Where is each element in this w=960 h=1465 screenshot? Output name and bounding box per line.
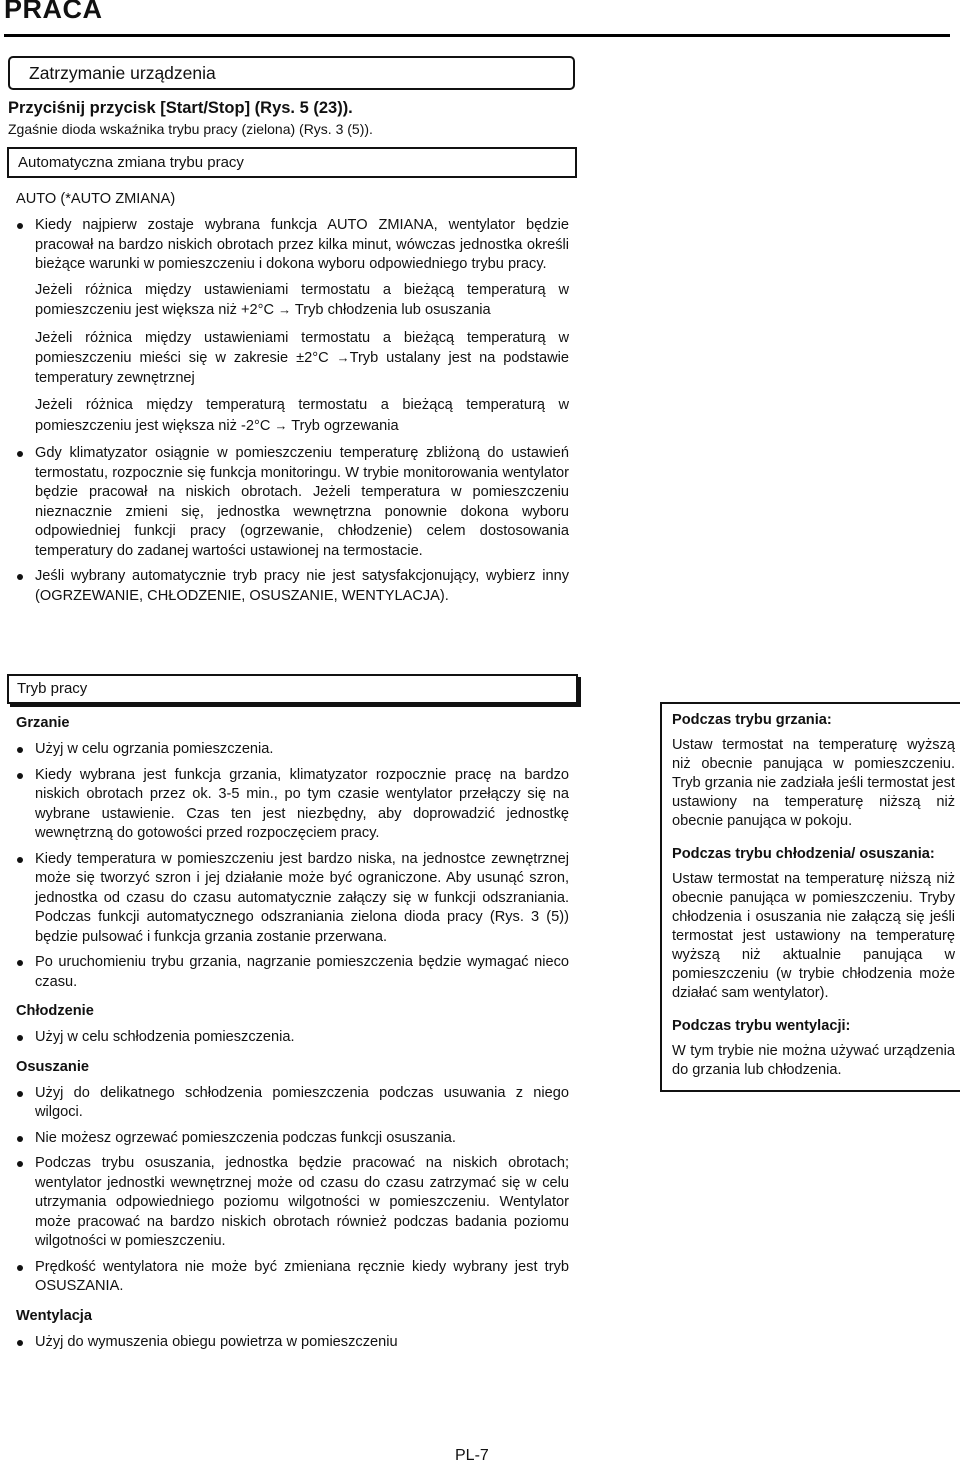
mode-section-title: Tryb pracy	[17, 680, 88, 697]
list-item: Użyj w celu schłodzenia pomieszczenia.	[14, 1028, 569, 1048]
heating-list	[14, 740, 569, 992]
drying-heading: Osuszanie	[16, 1058, 89, 1075]
arrow-icon: →	[274, 417, 288, 433]
title-rule	[4, 34, 950, 37]
stop-section-box	[8, 56, 575, 90]
page-number: PL-7	[455, 1447, 489, 1464]
arrow-icon: →	[278, 302, 292, 317]
tip-cooling-heading: Podczas trybu chłodzenia/ osuszania:	[672, 846, 935, 862]
tips-box	[660, 702, 960, 1092]
ventilation-heading: Wentylacja	[16, 1307, 92, 1324]
list-item: Kiedy temperatura w pomieszczeniu jest bardzo niska, na jednostce zewnętrznej może się tworzyć szron i jej działanie może być ograniczone. Aby usunąć szron, jednostka od czasu do czasu automatycznie załączy się w funkcji odszraniania. Podczas funkcji automatycznego odszraniania zielona dioda pracy (Rys. 3 (5)) będzie pulsować i funkcja grzania zostanie przerwana.	[14, 850, 569, 948]
auto-list-2	[14, 444, 569, 606]
cooling-list	[14, 1028, 569, 1048]
list-item: Jeśli wybrany automatycznie tryb pracy nie jest satysfakcjonujący, wybierz inny (OGRZEWANIE, CHŁODZENIE, OSUSZANIE, WENTYLACJA).	[14, 567, 569, 606]
list-item: Podczas trybu osuszania, jednostka będzie pracować na niskich obrotach; wentylator jednostki wewnętrznej może od czasu do czasu zatrzymać się w celu utrzymania odpowiedniego poziomu wilgotności w pomieszczeniu. Wentylator może pracować na bardzo niskich obrotach również podczas badania poziomu wilgotności w pomieszczeniu.	[14, 1154, 569, 1252]
list-item: Użyj do delikatnego schłodzenia pomieszczenia podczas usuwania z niego wilgoci.	[14, 1084, 569, 1123]
cooling-heading: Chłodzenie	[16, 1003, 94, 1019]
list-item: Użyj do wymuszenia obiegu powietrza w pomieszczeniu	[14, 1333, 569, 1353]
mode-section-box	[7, 674, 578, 704]
auto-condition-2: Jeżeli różnica między ustawieniami termostatu a bieżącą temperaturą w pomieszczeniu mieści się w zakresie ±2°C →Tryb ustalany jest na podstawie temperatury zewnętrznej	[35, 329, 569, 386]
tip-heating-text: Ustaw termostat na temperaturę wyższą niż obecnie panująca w pomieszczeniu. Tryb grzania nie zadziała jeśli termostat jest ustawiony na temperaturę niższą niż obecnie panująca w pokoju.	[672, 737, 955, 829]
tip-fan-heading: Podczas trybu wentylacji:	[672, 1018, 851, 1034]
list-item: Nie możesz ogrzewać pomieszczenia podczas funkcji osuszania.	[14, 1129, 569, 1149]
list-item: Użyj w celu ogrzania pomieszczenia.	[14, 740, 569, 760]
tip-cooling-text: Ustaw termostat na temperaturę niższą niż obecnie panująca w pomieszczeniu. Tryby chłodzenia i osuszania nie załączą się jeśli termostat jest ustawiony na temperaturę wyższą niż aktualnie panująca w pomieszczeniu (w trybie chłodzenia może działać sam wentylator).	[672, 871, 955, 1001]
tip-fan-text: W tym trybie nie można używać urządzenia do grzania lub chłodzenia.	[672, 1043, 955, 1078]
stop-instruction: Przyciśnij przycisk [Start/Stop] (Rys. 5 (23)).	[8, 99, 353, 117]
ventilation-list	[14, 1333, 569, 1353]
tip-heating-heading: Podczas trybu grzania:	[672, 712, 832, 728]
auto-section-title: Automatyczna zmiana trybu pracy	[18, 154, 244, 171]
arrow-icon: →	[336, 350, 350, 365]
auto-section-box	[7, 147, 577, 178]
auto-condition-3: Jeżeli różnica między temperaturą termostatu a bieżącą temperaturą w pomieszczeniu jest większa niż -2°C → Tryb ogrzewania	[35, 397, 569, 434]
auto-list	[14, 216, 569, 275]
page-title: PRACA	[4, 0, 103, 24]
list-item: Gdy klimatyzator osiągnie w pomieszczeniu temperaturę zbliżoną do ustawień termostatu, rozpocznie się funkcja monitoringu. W trybie monitorowania wentylator będzie pracował na niskich obrotach. Jeżeli temperatura w pomieszczeniu nieznacznie zmieni się, jednostka wewnętrzna ponownie dokona wyboru odpowiedniej funkcji pracy (ogrzewanie, chłodzenie) celem dostosowania temperatury do zadanej wartości ustawionej na termostacie.	[14, 444, 569, 561]
list-item: Kiedy najpierw zostaje wybrana funkcja AUTO ZMIANA, wentylator będzie pracował na bardzo niskich obrotach przez kilka minut, wówczas jednostka określi bieżące warunki w pomieszczeniu i dokona wyboru odpowiedniego trybu pracy.	[14, 216, 569, 275]
list-item: Kiedy wybrana jest funkcja grzania, klimatyzator rozpocznie pracę na bardzo niskich obrotach przez ok. 3-5 min., po tym czasie wentylator przełączy się na wybrane ustawienie. Czas ten jest niezbędny, aby doprowadzić jednostkę wewnętrzną do gotowości przed rozpoczęciem pracy.	[14, 766, 569, 844]
list-item: Po uruchomieniu trybu grzania, nagrzanie pomieszczenia będzie wymagać nieco czasu.	[14, 953, 569, 992]
drying-list	[14, 1084, 569, 1297]
heating-heading: Grzanie	[16, 715, 70, 731]
auto-heading: AUTO (*AUTO ZMIANA)	[16, 191, 176, 207]
auto-condition-1: Jeżeli różnica między ustawieniami termostatu a bieżącą temperaturą w pomieszczeniu jest większa niż +2°C → Tryb chłodzenia lub osuszania	[35, 281, 569, 318]
mode-section-content	[14, 714, 569, 1358]
stop-section-title: Zatrzymanie urządzenia	[29, 63, 216, 83]
list-item: Prędkość wentylatora nie może być zmieniana ręcznie kiedy wybrany jest tryb OSUSZANIA.	[14, 1258, 569, 1297]
stop-note: Zgaśnie dioda wskaźnika trybu pracy (zielona) (Rys. 3 (5)).	[8, 121, 373, 137]
auto-section-content	[14, 190, 569, 612]
